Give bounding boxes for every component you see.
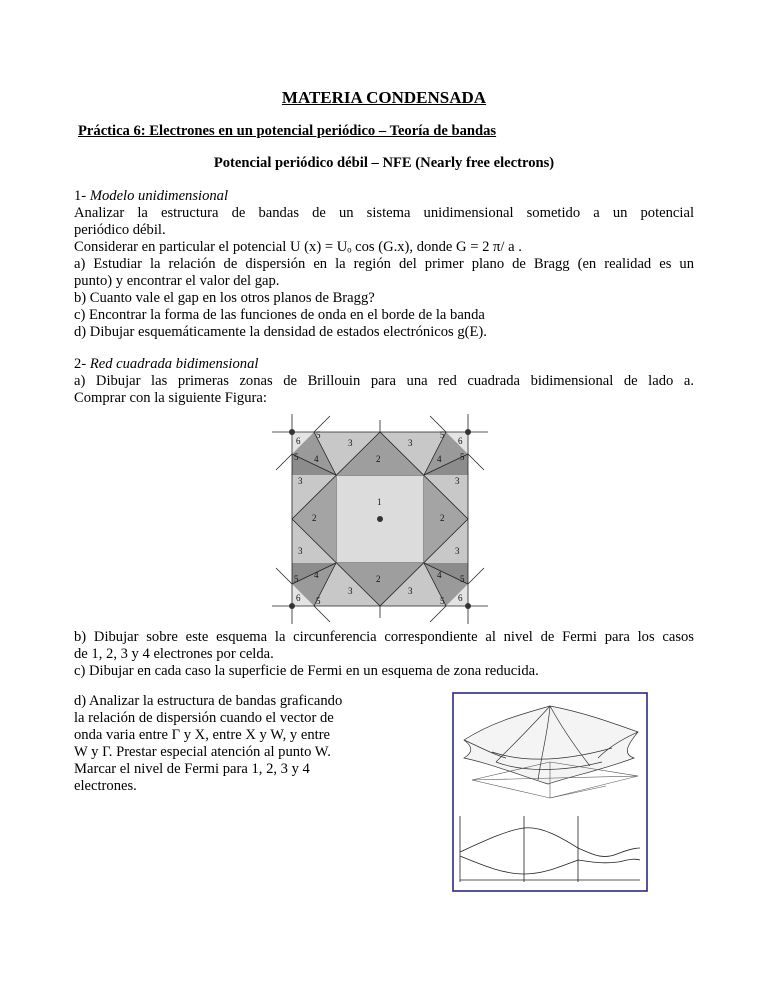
label-3-tr: 3 [408,438,413,448]
label-6-tr: 6 [458,436,463,446]
s1-d: d) Dibujar esquemáticamente la densidad de estados electrónicos g(E). [74,324,487,340]
label-4-tl: 4 [314,454,319,464]
label-5-tr2: 5 [440,430,445,440]
s1-a1: a) Estudiar la relación de dispersión en la región del primer plano de Bragg (en realidad es un [74,256,694,272]
s2-d2: la relación de dispersión cuando el vector de [74,710,334,726]
brillouin-zones-figure [272,414,488,624]
label-2-left: 2 [312,513,317,523]
s2-d3: onda varia entre Γ y X, entre X y W, y entre [74,727,331,743]
s2-b1: b) Dibujar sobre este esquema la circunferencia correspondiente al nivel de Fermi para los casos [74,629,694,645]
label-6-bl: 6 [296,593,301,603]
label-3-bl: 3 [348,586,353,596]
s2-d6: electrones. [74,778,137,794]
s1-b: b) Cuanto vale el gap en los otros planos de Bragg? [74,290,375,306]
label-2-bottom: 2 [376,574,381,584]
label-5-tr: 5 [460,452,465,462]
label-4-tr: 4 [437,454,442,464]
s2-a2: Comprar con la siguiente Figura: [74,390,267,406]
s1-c: c) Encontrar la forma de las funciones de onda en el borde de la banda [74,307,485,323]
s2-b2: de 1, 2, 3 y 4 electrones por celda. [74,646,274,662]
s2-heading [74,356,258,373]
s1-p2: Considerar en particular el potencial U (x) = Uₒ cos (G.x), donde G = 2 π/ a . [74,239,522,255]
section-title: Potencial periódico débil – NFE (Nearly free electrons) [213,155,555,171]
band-structure-figure [452,692,648,892]
label-4-br: 4 [437,570,442,580]
label-3-lb: 3 [298,546,303,556]
s2-d4: W y Γ. Prestar especial atención al punto W. [74,744,331,760]
label-5-bl2: 5 [316,596,321,606]
s1-p1a: Analizar la estructura de bandas de un sistema unidimensional sometido a un potencial [74,205,694,221]
label-5-br2: 5 [440,596,445,606]
label-3-rb: 3 [455,546,460,556]
s2-a1: a) Dibujar las primeras zonas de Brillouin para una red cuadrada bidimensional de lado a. [74,373,694,389]
s1-heading-text: Modelo unidimensional [89,188,229,204]
label-3-tl: 3 [348,438,353,448]
practice-subtitle: Práctica 6: Electrones en un potencial periódico – Teoría de bandas [78,123,497,139]
s1-p1b: periódico débil. [74,222,166,238]
label-3-lt: 3 [298,476,303,486]
s2-d5: Marcar el nivel de Fermi para 1, 2, 3 y 4 [74,761,310,777]
s2-c: c) Dibujar en cada caso la superficie de Fermi en un esquema de zona reducida. [74,663,539,679]
label-5-tl: 5 [294,452,299,462]
s1-heading [74,188,228,205]
label-4-bl: 4 [314,570,319,580]
label-6-tl: 6 [296,436,301,446]
label-2-top: 2 [376,454,381,464]
label-1: 1 [377,497,382,507]
label-3-br: 3 [408,586,413,596]
s2-heading-text: Red cuadrada bidimensional [89,356,259,372]
s1-heading-num: 1- [74,188,90,204]
s1-a2: punto) y encontrar el valor del gap. [74,273,280,289]
page-title: MATERIA CONDENSADA [281,88,487,107]
label-3-rt: 3 [455,476,460,486]
label-2-right: 2 [440,513,445,523]
label-5-bl: 5 [294,574,299,584]
s2-heading-num: 2- [74,356,90,372]
label-5-br: 5 [460,574,465,584]
label-5-tl2: 5 [316,430,321,440]
label-6-br: 6 [458,593,463,603]
s2-d1: d) Analizar la estructura de bandas graficando [74,693,343,709]
